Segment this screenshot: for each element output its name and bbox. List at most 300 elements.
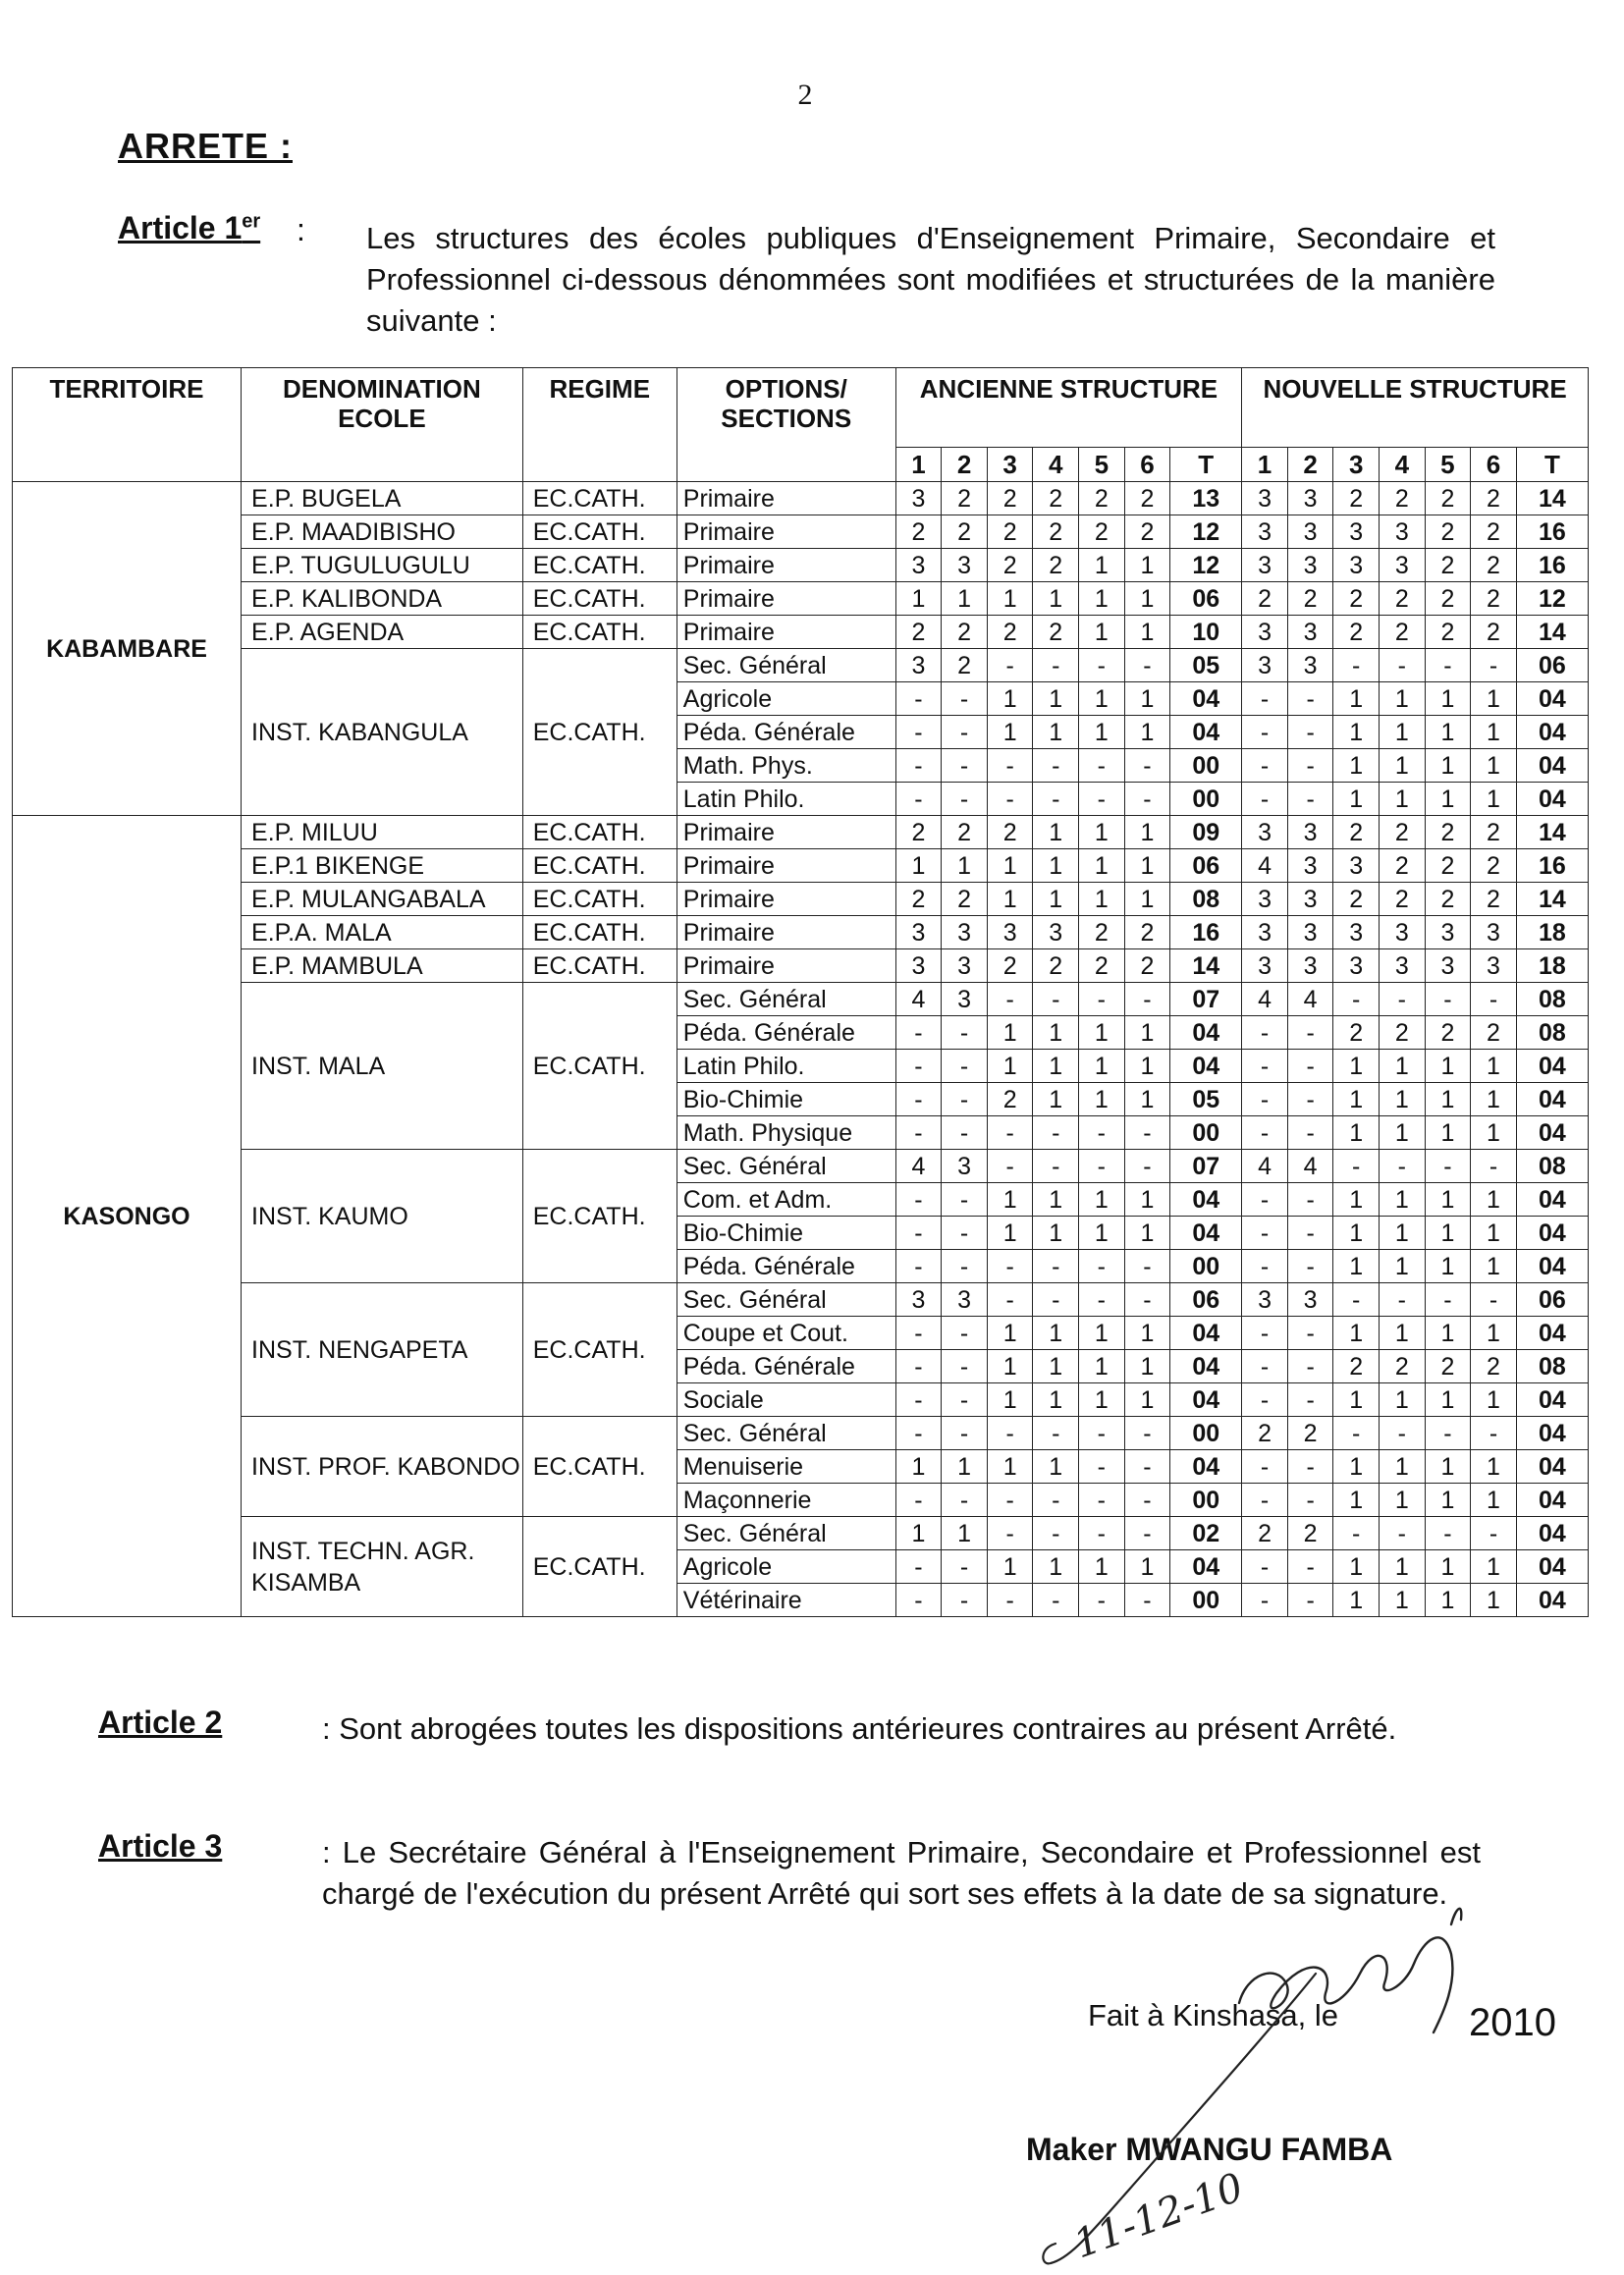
old-level-cell: - (942, 1350, 988, 1383)
new-level-cell: - (1333, 1150, 1380, 1183)
old-level-cell: - (987, 983, 1033, 1016)
new-level-cell: 3 (1287, 1283, 1333, 1317)
new-level-cell: 1 (1380, 716, 1426, 749)
new-level-cell: 1 (1471, 783, 1517, 816)
option-cell: Menuiserie (677, 1450, 895, 1484)
new-level-cell: 1 (1333, 1383, 1380, 1417)
new-total-cell: 14 (1516, 883, 1588, 916)
new-level-cell: 1 (1380, 1217, 1426, 1250)
new-level-cell: - (1380, 1417, 1426, 1450)
article-1-label: Article 1er (118, 210, 261, 245)
old-level-cell: 1 (942, 1450, 988, 1484)
old-level-cell: - (1124, 1250, 1170, 1283)
old-total-cell: 09 (1170, 816, 1242, 849)
old-level-cell: 1 (1124, 1050, 1170, 1083)
new-level-cell: 1 (1380, 1484, 1426, 1517)
old-level-cell: 1 (1033, 816, 1079, 849)
new-level-cell: - (1425, 649, 1471, 682)
new-level-cell: 1 (1380, 1050, 1426, 1083)
old-level-cell: 1 (1079, 582, 1125, 616)
new-level-cell: 2 (1380, 816, 1426, 849)
school-name-cell: E.P. MAADIBISHO (242, 515, 523, 549)
new-total-cell: 16 (1516, 515, 1588, 549)
closing-place: Fait à Kinshasa, le (1088, 1998, 1339, 2032)
new-level-cell: 1 (1333, 1217, 1380, 1250)
new-level-cell: 1 (1425, 749, 1471, 783)
old-level-cell: - (942, 1183, 988, 1217)
new-level-cell: 1 (1471, 1383, 1517, 1417)
new-total-cell: 08 (1516, 1016, 1588, 1050)
new-level-cell: - (1242, 783, 1288, 816)
old-total-cell: 16 (1170, 916, 1242, 949)
new-level-cell: - (1242, 1250, 1288, 1283)
new-total-cell: 04 (1516, 1116, 1588, 1150)
article-2-label: Article 2 (98, 1705, 223, 1740)
regime-cell: EC.CATH. (522, 883, 677, 916)
new-level-cell: - (1242, 749, 1288, 783)
old-level-cell: 3 (895, 649, 942, 682)
old-level-cell: 2 (895, 515, 942, 549)
new-level-cell: 3 (1287, 549, 1333, 582)
new-level-cell: 1 (1333, 682, 1380, 716)
old-level-cell: 2 (895, 616, 942, 649)
new-level-cell: - (1380, 1517, 1426, 1550)
old-level-cell: 1 (1079, 883, 1125, 916)
old-level-cell: 1 (1033, 849, 1079, 883)
option-cell: Péda. Générale (677, 716, 895, 749)
new-level-cell: 1 (1380, 783, 1426, 816)
old-level-cell: 1 (942, 849, 988, 883)
old-level-cell: - (1079, 1150, 1125, 1183)
old-level-cell: 1 (987, 1050, 1033, 1083)
new-level-cell: - (1471, 1517, 1517, 1550)
new-level-cell: 2 (1425, 1350, 1471, 1383)
old-level-cell: 1 (1079, 1083, 1125, 1116)
ancienne-level-t: T (1170, 448, 1242, 482)
old-level-cell: - (942, 1016, 988, 1050)
new-level-cell: - (1287, 1584, 1333, 1617)
new-level-cell: 2 (1287, 1417, 1333, 1450)
option-cell: Sec. Général (677, 1283, 895, 1317)
new-level-cell: 1 (1471, 1183, 1517, 1217)
new-level-cell: 1 (1380, 682, 1426, 716)
old-level-cell: 2 (987, 816, 1033, 849)
old-level-cell: 1 (1124, 716, 1170, 749)
new-total-cell: 04 (1516, 1417, 1588, 1450)
old-total-cell: 00 (1170, 1116, 1242, 1150)
old-level-cell: - (1124, 1450, 1170, 1484)
new-level-cell: 3 (1242, 515, 1288, 549)
option-cell: Primaire (677, 549, 895, 582)
old-level-cell: - (895, 1484, 942, 1517)
new-level-cell: 2 (1333, 816, 1380, 849)
new-level-cell: 3 (1242, 616, 1288, 649)
new-level-cell: 1 (1471, 1050, 1517, 1083)
new-level-cell: 2 (1333, 1350, 1380, 1383)
old-level-cell: 1 (1079, 1383, 1125, 1417)
old-level-cell: 1 (1079, 716, 1125, 749)
old-level-cell: 2 (1033, 482, 1079, 515)
new-level-cell: 1 (1425, 1250, 1471, 1283)
old-level-cell: - (987, 1283, 1033, 1317)
new-level-cell: 1 (1333, 1550, 1380, 1584)
old-level-cell: 1 (1124, 1350, 1170, 1383)
new-level-cell: 2 (1471, 549, 1517, 582)
old-level-cell: 2 (1033, 949, 1079, 983)
regime-cell: EC.CATH. (522, 515, 677, 549)
new-level-cell: 1 (1425, 1484, 1471, 1517)
new-level-cell: - (1242, 1383, 1288, 1417)
old-level-cell: 3 (895, 1283, 942, 1317)
option-cell: Sociale (677, 1383, 895, 1417)
new-level-cell: - (1287, 1484, 1333, 1517)
old-level-cell: 2 (895, 816, 942, 849)
new-level-cell: 2 (1380, 849, 1426, 883)
old-level-cell: - (1079, 983, 1125, 1016)
regime-cell: EC.CATH. (522, 1517, 677, 1617)
new-level-cell: - (1471, 1150, 1517, 1183)
old-level-cell: - (1124, 1283, 1170, 1317)
option-cell: Agricole (677, 682, 895, 716)
old-level-cell: 1 (1033, 1383, 1079, 1417)
new-level-cell: 1 (1471, 1317, 1517, 1350)
new-level-cell: 2 (1425, 816, 1471, 849)
ancienne-level-3: 3 (987, 448, 1033, 482)
new-level-cell: 3 (1471, 916, 1517, 949)
article-1-text: Les structures des écoles publiques d'Enseignement Primaire, Secondaire et Professionnel ci-dessous dénommées sont modifiées et structurées de la manière suivante : (366, 221, 1495, 338)
option-cell: Latin Philo. (677, 1050, 895, 1083)
option-cell: Primaire (677, 616, 895, 649)
old-level-cell: - (895, 716, 942, 749)
new-level-cell: 2 (1425, 849, 1471, 883)
new-total-cell: 14 (1516, 816, 1588, 849)
old-level-cell: - (942, 1050, 988, 1083)
old-level-cell: 1 (1079, 1317, 1125, 1350)
option-cell: Sec. Général (677, 1150, 895, 1183)
old-level-cell: 3 (942, 949, 988, 983)
old-level-cell: 1 (1079, 616, 1125, 649)
old-total-cell: 08 (1170, 883, 1242, 916)
option-cell: Sec. Général (677, 649, 895, 682)
old-level-cell: - (1033, 783, 1079, 816)
new-level-cell: 1 (1333, 1116, 1380, 1150)
new-level-cell: 2 (1425, 549, 1471, 582)
school-name-cell: INST. KABANGULA (242, 649, 523, 816)
new-total-cell: 04 (1516, 1050, 1588, 1083)
old-level-cell: 1 (1033, 883, 1079, 916)
new-level-cell: 2 (1380, 582, 1426, 616)
new-level-cell: 3 (1471, 949, 1517, 983)
old-level-cell: - (942, 1083, 988, 1116)
old-total-cell: 04 (1170, 1317, 1242, 1350)
old-level-cell: 1 (1033, 682, 1079, 716)
option-cell: Primaire (677, 816, 895, 849)
old-level-cell: - (1124, 1484, 1170, 1517)
option-cell: Math. Physique (677, 1116, 895, 1150)
new-total-cell: 04 (1516, 1517, 1588, 1550)
old-level-cell: 4 (895, 983, 942, 1016)
old-level-cell: - (1033, 649, 1079, 682)
old-level-cell: - (1033, 1484, 1079, 1517)
new-total-cell: 04 (1516, 1550, 1588, 1584)
old-level-cell: 1 (1033, 1550, 1079, 1584)
new-level-cell: - (1333, 1517, 1380, 1550)
old-level-cell: 1 (1033, 1016, 1079, 1050)
new-level-cell: - (1242, 1317, 1288, 1350)
new-level-cell: 3 (1333, 549, 1380, 582)
old-level-cell: 1 (1033, 716, 1079, 749)
new-level-cell: 3 (1287, 649, 1333, 682)
new-total-cell: 04 (1516, 1383, 1588, 1417)
regime-cell: EC.CATH. (522, 816, 677, 849)
old-level-cell: - (1033, 749, 1079, 783)
new-level-cell: 1 (1425, 783, 1471, 816)
old-total-cell: 14 (1170, 949, 1242, 983)
new-level-cell: 3 (1333, 916, 1380, 949)
new-level-cell: 1 (1333, 1250, 1380, 1283)
old-level-cell: 1 (987, 1317, 1033, 1350)
new-level-cell: 1 (1425, 1217, 1471, 1250)
regime-cell: EC.CATH. (522, 549, 677, 582)
new-level-cell: 1 (1380, 1584, 1426, 1617)
old-level-cell: 2 (942, 616, 988, 649)
old-total-cell: 04 (1170, 1217, 1242, 1250)
option-cell: Primaire (677, 482, 895, 515)
new-level-cell: 1 (1380, 749, 1426, 783)
new-level-cell: - (1242, 1584, 1288, 1617)
new-level-cell: 3 (1333, 849, 1380, 883)
old-total-cell: 00 (1170, 783, 1242, 816)
old-level-cell: 3 (942, 1150, 988, 1183)
new-level-cell: 4 (1242, 983, 1288, 1016)
new-level-cell: - (1242, 1183, 1288, 1217)
old-level-cell: - (942, 682, 988, 716)
old-level-cell: 1 (1124, 1183, 1170, 1217)
new-level-cell: - (1287, 749, 1333, 783)
old-level-cell: - (942, 1484, 988, 1517)
option-cell: Primaire (677, 849, 895, 883)
regime-cell: EC.CATH. (522, 616, 677, 649)
new-total-cell: 06 (1516, 1283, 1588, 1317)
header-options: OPTIONS/ SECTIONS (677, 368, 895, 482)
option-cell: Coupe et Cout. (677, 1317, 895, 1350)
new-level-cell: 3 (1287, 515, 1333, 549)
old-level-cell: - (1033, 983, 1079, 1016)
new-level-cell: 2 (1471, 849, 1517, 883)
new-level-cell: 1 (1425, 1584, 1471, 1617)
option-cell: Primaire (677, 949, 895, 983)
school-name-cell: E.P. BUGELA (242, 482, 523, 515)
new-total-cell: 04 (1516, 1250, 1588, 1283)
old-level-cell: 3 (895, 482, 942, 515)
old-level-cell: 3 (1033, 916, 1079, 949)
new-level-cell: 3 (1242, 949, 1288, 983)
old-level-cell: 1 (942, 1517, 988, 1550)
new-level-cell: 3 (1333, 949, 1380, 983)
new-level-cell: 1 (1333, 1450, 1380, 1484)
old-level-cell: - (1124, 1517, 1170, 1550)
new-total-cell: 14 (1516, 616, 1588, 649)
new-level-cell: 2 (1425, 582, 1471, 616)
regime-cell: EC.CATH. (522, 1150, 677, 1283)
new-level-cell: 4 (1242, 849, 1288, 883)
new-level-cell: 3 (1242, 482, 1288, 515)
new-total-cell: 04 (1516, 716, 1588, 749)
old-level-cell: 2 (1124, 482, 1170, 515)
old-total-cell: 00 (1170, 1417, 1242, 1450)
school-name-cell: E.P. MULANGABALA (242, 883, 523, 916)
new-level-cell: - (1287, 1083, 1333, 1116)
old-level-cell: - (895, 1116, 942, 1150)
option-cell: Sec. Général (677, 1417, 895, 1450)
new-level-cell: 1 (1333, 1183, 1380, 1217)
new-level-cell: - (1287, 716, 1333, 749)
old-level-cell: 1 (987, 582, 1033, 616)
new-level-cell: 3 (1242, 1283, 1288, 1317)
new-level-cell: 1 (1425, 1183, 1471, 1217)
nouvelle-level-4: 4 (1380, 448, 1426, 482)
old-total-cell: 05 (1170, 1083, 1242, 1116)
new-level-cell: - (1333, 649, 1380, 682)
regime-cell: EC.CATH. (522, 482, 677, 515)
option-cell: Sec. Général (677, 1517, 895, 1550)
new-level-cell: 1 (1333, 1484, 1380, 1517)
regime-cell: EC.CATH. (522, 1417, 677, 1517)
old-level-cell: 1 (1033, 1317, 1079, 1350)
header-ancienne-structure: ANCIENNE STRUCTURE (895, 368, 1242, 448)
new-level-cell: - (1425, 1283, 1471, 1317)
old-total-cell: 10 (1170, 616, 1242, 649)
old-level-cell: - (987, 1250, 1033, 1283)
new-level-cell: 1 (1380, 1550, 1426, 1584)
old-level-cell: - (1124, 783, 1170, 816)
new-total-cell: 04 (1516, 1584, 1588, 1617)
old-level-cell: - (895, 1016, 942, 1050)
new-level-cell: 1 (1380, 1317, 1426, 1350)
old-level-cell: 1 (987, 716, 1033, 749)
new-level-cell: - (1333, 1417, 1380, 1450)
regime-cell: EC.CATH. (522, 1283, 677, 1417)
new-level-cell: 2 (1333, 1016, 1380, 1050)
old-level-cell: 1 (1124, 1083, 1170, 1116)
new-level-cell: - (1471, 1417, 1517, 1450)
old-level-cell: - (895, 1584, 942, 1617)
new-level-cell: 2 (1425, 482, 1471, 515)
old-total-cell: 04 (1170, 682, 1242, 716)
school-name-cell: E.P. MAMBULA (242, 949, 523, 983)
article-3-label: Article 3 (98, 1828, 223, 1864)
regime-cell: EC.CATH. (522, 983, 677, 1150)
old-level-cell: 1 (1079, 1016, 1125, 1050)
old-level-cell: - (895, 1383, 942, 1417)
new-level-cell: 2 (1471, 1016, 1517, 1050)
old-level-cell: 2 (1033, 515, 1079, 549)
old-total-cell: 00 (1170, 1484, 1242, 1517)
old-level-cell: 2 (942, 649, 988, 682)
new-total-cell: 04 (1516, 1217, 1588, 1250)
new-level-cell: - (1242, 1116, 1288, 1150)
old-level-cell: - (987, 1484, 1033, 1517)
old-level-cell: 3 (895, 549, 942, 582)
old-level-cell: 1 (987, 1450, 1033, 1484)
old-level-cell: 1 (895, 1450, 942, 1484)
new-level-cell: - (1287, 1016, 1333, 1050)
old-level-cell: 1 (1124, 849, 1170, 883)
option-cell: Primaire (677, 515, 895, 549)
old-level-cell: 1 (1079, 682, 1125, 716)
new-total-cell: 04 (1516, 1317, 1588, 1350)
new-level-cell: 2 (1425, 1016, 1471, 1050)
school-name-cell: INST. TECHN. AGR. KISAMBA (242, 1517, 523, 1617)
new-total-cell: 18 (1516, 949, 1588, 983)
new-level-cell: 1 (1380, 1116, 1426, 1150)
regime-cell: EC.CATH. (522, 649, 677, 816)
new-level-cell: 2 (1380, 616, 1426, 649)
old-level-cell: - (942, 1317, 988, 1350)
old-level-cell: 1 (1033, 1217, 1079, 1250)
new-level-cell: - (1242, 1083, 1288, 1116)
new-level-cell: 1 (1425, 1083, 1471, 1116)
old-total-cell: 00 (1170, 749, 1242, 783)
ancienne-level-2: 2 (942, 448, 988, 482)
old-level-cell: - (895, 1050, 942, 1083)
old-level-cell: 2 (987, 482, 1033, 515)
old-level-cell: 2 (987, 616, 1033, 649)
header-denomination: DENOMINATION ECOLE (242, 368, 523, 482)
regime-cell: EC.CATH. (522, 582, 677, 616)
old-level-cell: - (942, 716, 988, 749)
new-level-cell: 1 (1471, 1450, 1517, 1484)
nouvelle-level-1: 1 (1242, 448, 1288, 482)
old-level-cell: 1 (1079, 816, 1125, 849)
new-level-cell: 1 (1425, 1383, 1471, 1417)
territoire-cell: KABAMBARE (13, 482, 242, 816)
new-level-cell: - (1287, 1383, 1333, 1417)
old-level-cell: - (942, 1250, 988, 1283)
school-name-cell: E.P.A. MALA (242, 916, 523, 949)
old-level-cell: - (895, 1250, 942, 1283)
old-level-cell: - (1124, 1417, 1170, 1450)
new-level-cell: 2 (1471, 616, 1517, 649)
old-level-cell: 1 (987, 682, 1033, 716)
old-level-cell: 1 (987, 1383, 1033, 1417)
old-level-cell: 1 (987, 1183, 1033, 1217)
old-level-cell: 2 (1079, 949, 1125, 983)
new-level-cell: 4 (1242, 1150, 1288, 1183)
old-level-cell: - (895, 783, 942, 816)
old-level-cell: - (1079, 1116, 1125, 1150)
new-level-cell: 1 (1380, 1183, 1426, 1217)
old-level-cell: 1 (1124, 1550, 1170, 1584)
option-cell: Primaire (677, 582, 895, 616)
old-level-cell: - (1033, 1517, 1079, 1550)
old-level-cell: - (987, 749, 1033, 783)
old-level-cell: 2 (987, 549, 1033, 582)
old-total-cell: 06 (1170, 849, 1242, 883)
old-level-cell: - (895, 1217, 942, 1250)
new-level-cell: - (1242, 716, 1288, 749)
new-total-cell: 18 (1516, 916, 1588, 949)
old-total-cell: 00 (1170, 1584, 1242, 1617)
old-level-cell: 2 (987, 1083, 1033, 1116)
old-total-cell: 06 (1170, 582, 1242, 616)
old-total-cell: 02 (1170, 1517, 1242, 1550)
old-total-cell: 07 (1170, 1150, 1242, 1183)
new-level-cell: 4 (1287, 1150, 1333, 1183)
old-level-cell: - (1124, 1116, 1170, 1150)
old-level-cell: 1 (1079, 849, 1125, 883)
old-level-cell: - (942, 1217, 988, 1250)
